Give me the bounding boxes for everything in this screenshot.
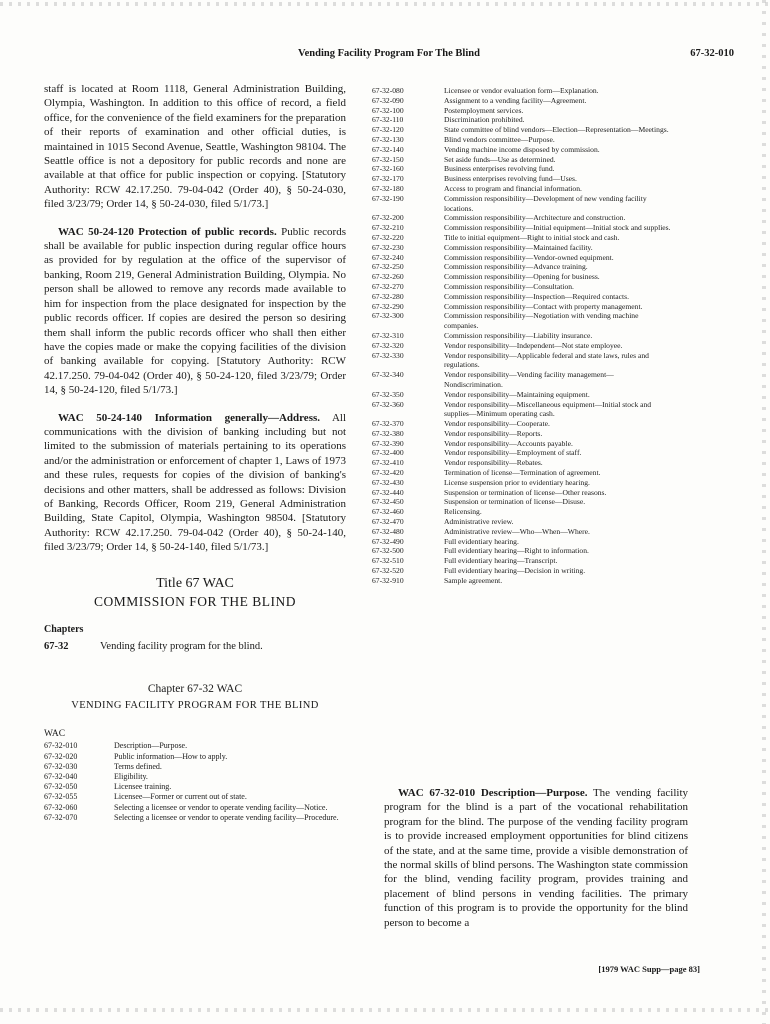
toc-section-number: 67-32-340 (372, 370, 404, 380)
toc-section-number: 67-32-350 (372, 389, 404, 399)
paragraph-text: The vending facility program for the blind is a part of the vocational rehabilitation program for the blind. The purpose of the vending facility program is to provide increased employment opportunities for blind citizens of the state, and at the same time, provide a visible demonstration of the normal skills of blind persons. The Washington state commission for the blind, vending facility program, provides training and placement of blind persons in vending facilities. The primary function of this program is to provide the opportunity for the blind person to become a (384, 787, 688, 929)
toc-section-title: Commission responsibility—Inspection—Required contacts. (444, 291, 629, 301)
wac-label: WAC (44, 729, 66, 740)
toc-section-title: Vendor responsibility—Employment of staff. (444, 448, 582, 458)
toc-row (372, 390, 672, 400)
toc-section-title: Full evidentiary hearing—Right to information. (444, 546, 589, 556)
toc-section-title: Commission responsibility—Architecture and construction. (444, 213, 626, 223)
chapter-subheading: VENDING FACILITY PROGRAM FOR THE BLIND (71, 699, 319, 711)
toc-row (372, 537, 672, 547)
toc-section-title: Vendor responsibility—Rebates. (444, 458, 543, 468)
toc-row (372, 527, 672, 537)
toc-section-number: 67-32-310 (372, 330, 404, 340)
toc-row (372, 311, 672, 331)
toc-section-title: Vendor responsibility—Reports. (444, 428, 543, 438)
paragraph-continuation (44, 82, 346, 212)
toc-section-number: 67-32-500 (372, 546, 404, 556)
toc-row (372, 96, 672, 106)
toc-section-number: 67-32-210 (372, 223, 404, 233)
toc-section-title: Blind vendors committee—Purpose. (444, 134, 555, 144)
toc-section-number: 67-32-090 (372, 95, 404, 105)
toc-row (372, 86, 672, 96)
toc-section-number: 67-32-010 (44, 741, 78, 751)
toc-row (372, 556, 672, 566)
toc-section-title: Vendor responsibility—Applicable federal and state laws, rules and regulations. (444, 350, 649, 370)
toc-section-number: 67-32-430 (372, 477, 404, 487)
page-header (44, 48, 734, 68)
paragraph-text: All communications with the division of banking including but not limited to the submission of materials pertaining to its operations and/or the administration or enforcement of chapter 1, Laws of 1973 and these rules, requests for copies of the division of banking's decisions and other matters, shall be addressed as follows: Division of Banking, Records Officer, Room 219, General Administration Building, State Capitol, Olympia, Washington 98504. [Statutory Authority: RCW 42.17.250. 79-04-042 (Order 40), § 50-24-140, filed 3/23/79; Order 14, § 50-24-140, filed 5/1/73.] (44, 411, 347, 554)
toc-section-title: Set aside funds—Use as determined. (444, 154, 556, 164)
toc-section-number: 67-32-030 (44, 761, 78, 771)
header-section-number: 67-32-010 (690, 48, 734, 59)
toc-section-number: 67-32-130 (372, 134, 404, 144)
toc-section-title: Vendor responsibility—Vending facility management—Nondiscrimination. (444, 370, 614, 389)
toc-row (44, 813, 346, 823)
toc-row (372, 517, 672, 527)
toc-section-title: Termination of license—Termination of agreement. (444, 468, 601, 478)
toc-section-title: Description—Purpose. (114, 741, 188, 751)
toc-section-number: 67-32-070 (44, 812, 78, 822)
toc-section-title: Commission responsibility—Maintained facility. (444, 242, 593, 252)
description-section (384, 786, 688, 930)
toc-section-number: 67-32-240 (372, 252, 404, 262)
section-heading: WAC 50-24-140 Information generally—Address. (58, 411, 321, 424)
toc-row (372, 135, 672, 145)
toc-row (372, 458, 672, 468)
toc-section-number: 67-32-290 (372, 301, 404, 311)
toc-section-number: 67-32-520 (372, 566, 404, 576)
section-heading: WAC 50-24-120 Protection of public records. (58, 225, 277, 238)
toc-row (44, 782, 346, 792)
toc-section-number: 67-32-510 (372, 556, 404, 566)
toc-section-title: Full evidentiary hearing—Decision in writing. (444, 566, 586, 576)
toc-row (372, 566, 672, 576)
toc-section-number: 67-32-080 (372, 86, 404, 95)
toc-section-title: Suspension or termination of license—Disuse. (444, 497, 586, 507)
toc-section-title: Business enterprises revolving fund—Uses. (444, 174, 577, 184)
section-heading: WAC 67-32-010 Description—Purpose. (398, 787, 588, 799)
toc-section-title: Access to program and financial information. (444, 183, 582, 193)
toc-section-title: Administrative review—Who—When—Where. (444, 526, 590, 536)
toc-section-title: Sample agreement. (444, 575, 503, 585)
toc-section-title: Administrative review. (444, 517, 514, 527)
toc-section-title: Selecting a licensee or vendor to operate vending facility—Procedure. (114, 812, 339, 822)
toc-section-title: Assignment to a vending facility—Agreement. (444, 95, 587, 105)
chapter-entry (44, 640, 346, 654)
toc-row (44, 741, 346, 751)
toc-row (372, 282, 672, 292)
toc-row (372, 302, 672, 312)
toc-section-number: 67-32-120 (372, 125, 404, 135)
toc-section-title: Commission responsibility—Development of new vending facility locations. (444, 193, 647, 213)
toc-row (372, 292, 672, 302)
toc-section-number: 67-32-460 (372, 507, 404, 517)
toc-row (372, 370, 672, 390)
toc-section-title: Commission responsibility—Liability insurance. (444, 330, 593, 340)
toc-section-title: Licensee or vendor evaluation form—Explanation. (444, 86, 599, 95)
toc-section-title: Public information—How to apply. (114, 751, 228, 761)
chapter-heading: Chapter 67-32 WAC (147, 683, 243, 696)
toc-row (372, 223, 672, 233)
toc-row (372, 507, 672, 517)
toc-row (372, 213, 672, 223)
toc-row (372, 331, 672, 341)
toc-section-title: Commission responsibility—Negotiation with vending machine companies. (444, 311, 639, 331)
chapters-label: Chapters (44, 624, 84, 636)
toc-row (372, 546, 672, 556)
toc-section-title: Licensee training. (114, 782, 172, 792)
toc-section-number: 67-32-270 (372, 281, 404, 291)
toc-section-number: 67-32-280 (372, 291, 404, 301)
title-number: Title 67 WAC (156, 575, 234, 591)
toc-section-title: Commission responsibility—Contact with property management. (444, 301, 643, 311)
toc-row (372, 233, 672, 243)
paragraph-wac-50-24-140 (44, 411, 346, 555)
toc-section-title: Full evidentiary hearing. (444, 536, 519, 546)
toc-section-number: 67-32-110 (372, 115, 404, 125)
toc-row (372, 351, 672, 371)
toc-row (372, 125, 672, 135)
toc-row (372, 115, 672, 125)
chapter-number: 67-32 (44, 640, 69, 652)
toc-section-number: 67-32-050 (44, 782, 78, 792)
toc-row (372, 272, 672, 282)
toc-section-title: Selecting a licensee or vendor to operate vending facility—Notice. (114, 802, 328, 812)
paragraph-text: staff is located at Room 1118, General Administration Building, Olympia, Washington. In addition to this office of record, a field office, for the convenience of the field examiners for the preparation of their reports of examination and other official duties, is maintained in 1015 Second Avenue, Seattle, Washington 98104. The Seattle office is not a depository for public records and none are available at that office for public inspection or copying. [Statutory Authority: RCW 42.17.250. 79-04-042 (Order 40), § 50-24-030, filed 3/23/79; Order 14, § 50-24-030, filed 5/1/73.] (44, 83, 346, 211)
toc-row (372, 576, 672, 586)
toc-row (372, 164, 672, 174)
scan-edge-bottom (0, 1008, 770, 1012)
toc-section-number: 67-32-410 (372, 458, 404, 468)
scan-edge-top (0, 2, 770, 6)
toc-section-title: Commission responsibility—Consultation. (444, 281, 574, 291)
toc-section-title: Vendor responsibility—Independent—Not state employee. (444, 340, 623, 350)
toc-row (372, 262, 672, 272)
toc-section-number: 67-32-390 (372, 438, 404, 448)
toc-section-number: 67-32-910 (372, 575, 404, 585)
toc-section-title: Suspension or termination of license—Other reasons. (444, 487, 607, 497)
toc-row (372, 419, 672, 429)
toc-row (372, 184, 672, 194)
toc-section-number: 67-32-140 (372, 144, 404, 154)
toc-section-number: 67-32-180 (372, 183, 404, 193)
toc-section-number: 67-32-230 (372, 242, 404, 252)
toc-row (372, 400, 672, 420)
toc-section-title: Postemployment services. (444, 105, 524, 115)
toc-row (44, 803, 346, 813)
toc-row (372, 174, 672, 184)
toc-section-title: Relicensing. (444, 507, 482, 517)
toc-section-number: 67-32-450 (372, 497, 404, 507)
toc-section-number: 67-32-320 (372, 340, 404, 350)
toc-section-number: 67-32-400 (372, 448, 404, 458)
toc-row (372, 145, 672, 155)
toc-section-number: 67-32-150 (372, 154, 404, 164)
toc-section-title: Terms defined. (114, 761, 162, 771)
toc-section-number: 67-32-250 (372, 262, 404, 272)
toc-row (372, 488, 672, 498)
toc-section-number: 67-32-190 (372, 193, 404, 203)
toc-section-number: 67-32-470 (372, 517, 404, 527)
toc-section-title: Licensee—Former or current out of state. (114, 792, 247, 802)
toc-section-title: Commission responsibility—Advance training. (444, 262, 588, 272)
toc-section-number: 67-32-330 (372, 350, 404, 360)
toc-section-title: Eligibility. (114, 772, 148, 782)
toc-section-number: 67-32-040 (44, 772, 78, 782)
toc-section-number: 67-32-360 (372, 399, 404, 409)
toc-row (372, 429, 672, 439)
toc-section-number: 67-32-440 (372, 487, 404, 497)
toc-row (372, 155, 672, 165)
toc-row (44, 762, 346, 772)
toc-section-title: Business enterprises revolving fund. (444, 164, 555, 174)
toc-section-number: 67-32-420 (372, 468, 404, 478)
header-title: Vending Facility Program For The Blind (298, 48, 480, 59)
toc-section-number: 67-32-100 (372, 105, 404, 115)
toc-section-number: 67-32-380 (372, 428, 404, 438)
toc-section-number: 67-32-020 (44, 751, 78, 761)
toc-row (372, 341, 672, 351)
toc-section-number: 67-32-480 (372, 526, 404, 536)
toc-section-title: Commission responsibility—Initial equipment—Initial stock and supplies. (444, 223, 671, 233)
toc-row (372, 106, 672, 116)
toc-section-title: Vendor responsibility—Maintaining equipment. (444, 389, 590, 399)
chapter-title: Vending facility program for the blind. (100, 640, 263, 652)
toc-section-title: Commission responsibility—Vendor-owned equipment. (444, 252, 614, 262)
toc-section-number: 67-32-055 (44, 792, 78, 802)
toc-section-title: Vendor responsibility—Accounts payable. (444, 438, 573, 448)
toc-section-title: Vendor responsibility—Cooperate. (444, 419, 550, 429)
toc-section-title: State committee of blind vendors—Election—Representation—Meetings. (444, 125, 669, 135)
toc-section-number: 67-32-220 (372, 232, 404, 242)
paragraph-text: Public records shall be available for public inspection during regular office hours as provided for by regulation at the office of the supervisor of banking, Room 219, General Administration Building, Olympia. No person shall be allowed to remove any records made available to him for inspection from the place designated for inspection by the public records officer. If copies are desired the person so desiring them shall inform the public records officer who shall then either have the copies made or make the copying facilities of the division of banking available for copying. [Statutory Authority: RCW 42.17.250. 79-04-042 (Order 40), § 50-24-120, filed 3/23/79; Order 14, § 50-24-120, filed 5/1/73.] (44, 225, 347, 397)
toc-section-number: 67-32-170 (372, 174, 404, 184)
toc-section-title: License suspension prior to evidentiary hearing. (444, 477, 590, 487)
toc-section-title: Full evidentiary hearing—Transcript. (444, 556, 558, 566)
left-column (44, 82, 346, 823)
toc-row (44, 752, 346, 762)
toc-section-number: 67-32-370 (372, 419, 404, 429)
toc-right (372, 86, 672, 586)
toc-section-title: Commission responsibility—Opening for business. (444, 272, 600, 282)
scan-edge-right (762, 0, 766, 1024)
toc-row (372, 448, 672, 458)
title-name: COMMISSION FOR THE BLIND (94, 594, 296, 609)
toc-row (372, 468, 672, 478)
paragraph-wac-67-32-010 (384, 786, 688, 930)
page-footer: [1979 WAC Supp—page 83] (598, 964, 700, 974)
toc-row (44, 772, 346, 782)
toc-section-number: 67-32-060 (44, 802, 78, 812)
toc-section-title: Title to initial equipment—Right to initial stock and cash. (444, 232, 620, 242)
toc-section-title: Vending machine income disposed by commission. (444, 144, 600, 154)
paragraph-wac-50-24-120 (44, 225, 346, 398)
toc-section-number: 67-32-200 (372, 213, 404, 223)
toc-section-title: Discrimination prohibited. (444, 115, 525, 125)
toc-section-number: 67-32-160 (372, 164, 404, 174)
toc-section-title: Vendor responsibility—Miscellaneous equipment—Initial stock and supplies—Minimum operating cash. (444, 399, 652, 419)
toc-row (372, 497, 672, 507)
toc-section-number: 67-32-490 (372, 536, 404, 546)
toc-left (44, 741, 346, 823)
toc-row (372, 253, 672, 263)
toc-row (44, 792, 346, 802)
toc-section-number: 67-32-260 (372, 272, 404, 282)
toc-row (372, 194, 672, 214)
toc-section-number: 67-32-300 (372, 311, 404, 321)
toc-row (372, 478, 672, 488)
toc-row (372, 439, 672, 449)
title-block (44, 577, 346, 610)
toc-row (372, 243, 672, 253)
